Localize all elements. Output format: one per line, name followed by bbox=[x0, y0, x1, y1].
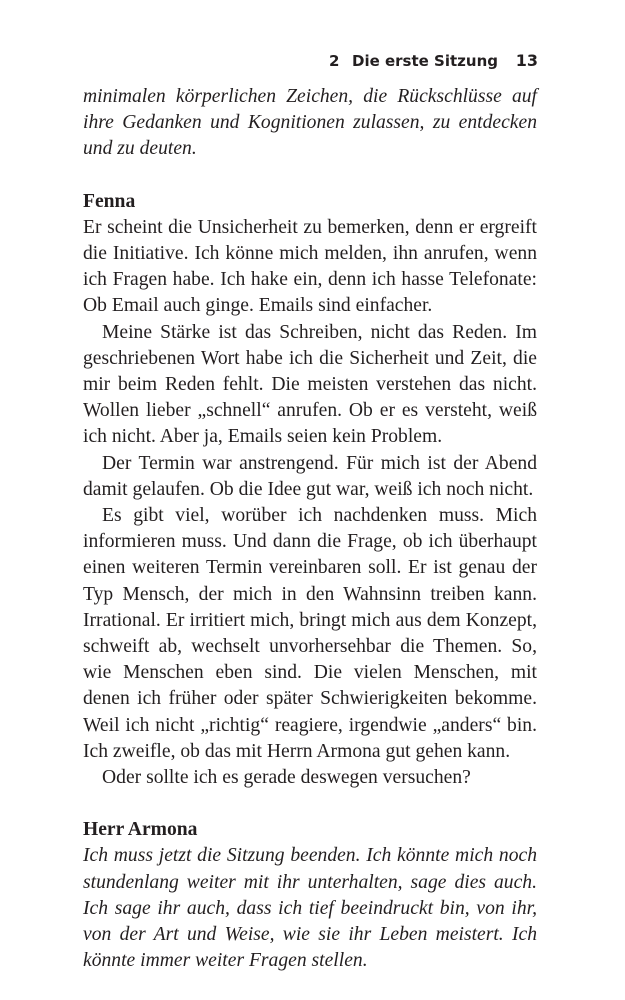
intro-italic-paragraph: minimalen körperlichen Zeichen, die Rückschlüsse auf ihre Gedanken und Kognitionen zulassen, zu entdecken und zu deuten. bbox=[83, 86, 537, 160]
section-gap bbox=[83, 163, 537, 189]
body-text bbox=[83, 84, 537, 975]
armona-paragraph: Ich muss jetzt die Sitzung beenden. Ich könnte mich noch stundenlang weiter mit ihr unterhalten, sage dies auch. Ich sage ihr auch, dass ich tief beeindruckt bin, von ihr, von der Art und Weise, wie sie ihr Leben meistert. Ich könnte immer weiter Fragen stellen. bbox=[83, 845, 537, 972]
section-gap bbox=[83, 791, 537, 817]
speaker-heading-fenna: Fenna bbox=[83, 190, 136, 212]
running-header bbox=[0, 49, 538, 73]
fenna-paragraph-1: Er scheint die Unsicherheit zu bemerken, denn er ergreift die Initiative. Ich könne mich melden, ihn anrufen, wenn ich Fragen habe. Ich hake ein, denn ich hasse Telefonate: Ob Email auch ginge. Emails sind einfacher. bbox=[83, 216, 537, 317]
page-number: 13 bbox=[515, 51, 538, 70]
fenna-paragraph-3: Der Termin war anstrengend. Für mich ist der Abend damit gelaufen. Ob die Idee gut war, weiß ich noch nicht. bbox=[83, 452, 537, 500]
fenna-paragraph-5: Oder sollte ich es gerade deswegen versuchen? bbox=[102, 767, 471, 789]
fenna-paragraph-2: Meine Stärke ist das Schreiben, nicht das Reden. Im geschriebenen Wort habe ich die Sicherheit und Zeit, die mir beim Reden fehlt. Die meisten verstehen das nicht. Wollen lieber „schnell“ anrufen. Ob er es versteht, weiß ich nicht. Aber ja, Emails seien kein Problem. bbox=[83, 321, 537, 448]
fenna-paragraph-4: Es gibt viel, worüber ich nachdenken muss. Mich informieren muss. Und dann die Frage, ob ich überhaupt einen weiteren Termin vereinbaren soll. Er ist genau der Typ Mensch, der mich in den Wahnsinn treiben kann. Irrational. Er irritiert mich, bringt mich aus dem Konzept, schweift ab, wechselt unvorhersehbar die Themen. So, wie Menschen eben sind. Die vielen Menschen, mit denen ich früher oder später Schwierigkeiten bekomme. Weil ich nicht „richtig“ reagiere, irgendwie „anders“ bin. Ich zweifle, ob das mit Herrn Armona gut gehen kann. bbox=[83, 505, 537, 762]
chapter-title: Die erste Sitzung bbox=[352, 52, 498, 70]
speaker-heading-armona: Herr Armona bbox=[83, 819, 198, 841]
chapter-number: 2 bbox=[329, 52, 340, 70]
